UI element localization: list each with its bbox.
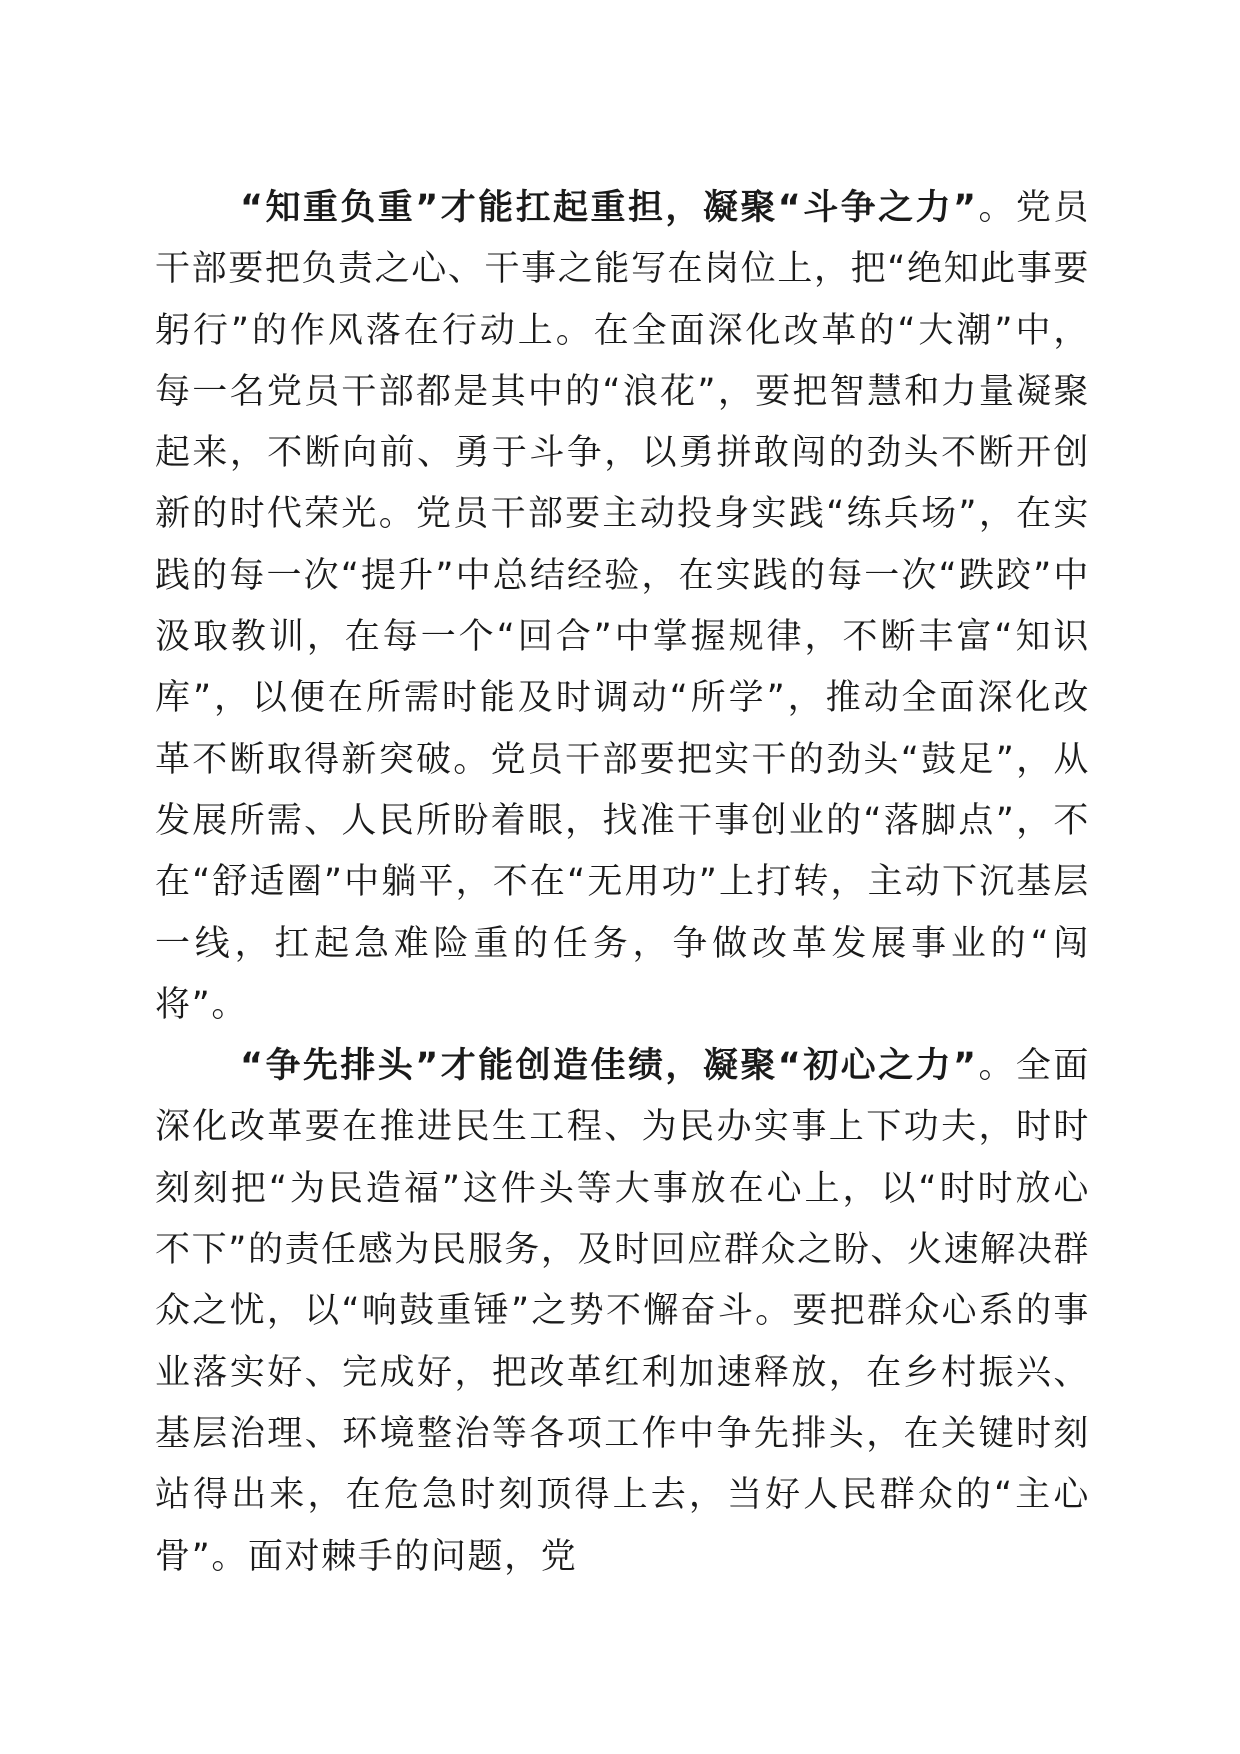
paragraph-1-heading: “知重负重”才能扛起重担，凝聚“斗争之力” — [240, 188, 978, 228]
paragraph-2 — [155, 1036, 1090, 1588]
document-body — [155, 178, 1090, 1588]
paragraph-2-heading: “争先排头”才能创造佳绩，凝聚“初心之力” — [240, 1046, 978, 1087]
paragraph-1 — [155, 178, 1090, 1036]
paragraph-1-text: 。党员干部要把负责之心、干事之能写在岗位上，把“绝知此事要躬行”的作风落在行动上。在全面深化改革的“大潮”中，每一名党员干部都是其中的“浪花”，要把智慧和力量凝聚起来，不断向前、勇于斗争，以勇拼敢闯的劲头不断开创新的时代荣光。党员干部要主动投身实践“练兵场”，在实践的每一次“提升”中总结经验，在实践的每一次“跌跤”中汲取教训，在每一个“回合”中掌握规律，不断丰富“知识库”，以便在所需时能及时调动“所学”，推动全面深化改革不断取得新突破。党员干部要把实干的劲头“鼓足”，从发展所需、人民所盼着眼，找准干事创业的“落脚点”，不在“舒适圈”中躺平，不在“无用功”上打转，主动下沉基层一线，扛起急难险重的任务，争做改革发展事业的“闯将”。 — [155, 188, 1090, 1025]
paragraph-2-text: 。全面深化改革要在推进民生工程、为民办实事上下功夫，时时刻刻把“为民造福”这件头等大事放在心上，以“时时放心不下”的责任感为民服务，及时回应群众之盼、火速解决群众之忧，以“响鼓重锤”之势不懈奋斗。要把群众心系的事业落实好、完成好，把改革红利加速释放，在乡村振兴、基层治理、环境整治等各项工作中争先排头，在关键时刻站得出来，在危急时刻顶得上去，当好人民群众的“主心骨”。面对棘手的问题，党 — [155, 1046, 1090, 1577]
